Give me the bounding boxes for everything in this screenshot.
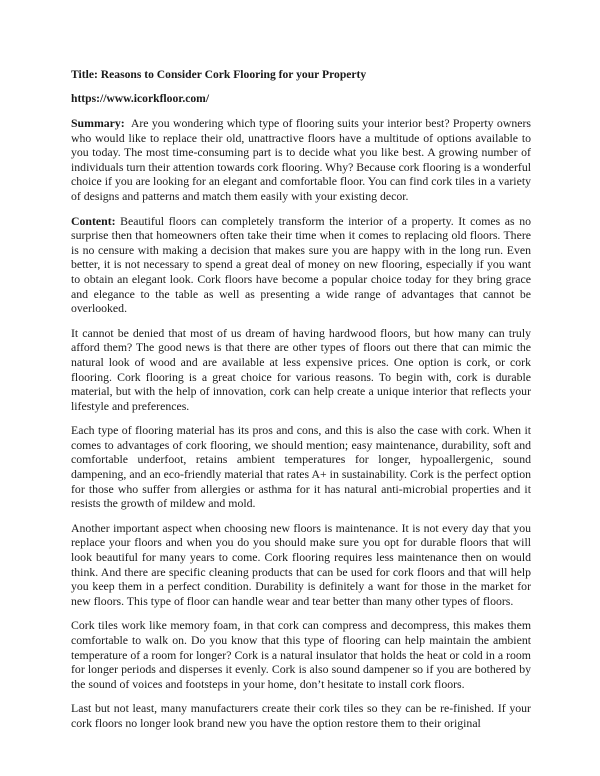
content-text: Beautiful floors can completely transform the interior of a property. It comes as no surprise then that homeowners often take their time when it comes to replacing old floors. There is no censure with making a decision that makes sure you are happy with in the long run. Even better, it is not necessary to spend a great deal of money on new flooring, especially if you want to obtain an elegant look. Cork floors have become a popular choice today for they bring grace and elegance to the table as well as presenting a wide range of advantages that cannot be overlooked. xyxy=(71,213,531,316)
body-paragraph: Another important aspect when choosing new floors is maintenance. It is not every day that you replace your floors and when you do you should make sure you opt for durable floors that will look beautiful for many years to come. Cork flooring requires less maintenance then on would think. And there are specific cleaning products that can be used for cork floors and that will help you keep them in a perfect condition. Durability is definitely a want for those in the market for new floors. This type of floor can handle wear and tear better than many other types of floors. xyxy=(71,520,531,608)
content-paragraph xyxy=(71,214,531,316)
body-paragraph: Each type of flooring material has its pros and cons, and this is also the case with cork. When it comes to advantages of cork flooring, we should mention; easy maintenance, durability, soft and comfortable underfoot, retains ambient temperatures for longer, hypoallergenic, sound dampening, and an eco-friendly material that rates A+ in sustainability. Cork is the perfect option for those who suffer from allergies or asthma for it has natural anti-microbial properties and it resists the growth of mildew and mold. xyxy=(71,423,531,511)
body-paragraph: Cork tiles work like memory foam, in that cork can compress and decompress, this makes them comfortable to walk on. Do you know that this type of flooring can help maintain the ambient temperature of a room for longer? Cork is a natural insulator that holds the heat or cold in a room for longer periods and disperses it evenly. Cork is also sound dampener so if you are bothered by the sound of voices and footsteps in your home, don’t hesitate to install cork floors. xyxy=(71,618,531,691)
body-paragraph: It cannot be denied that most of us dream of having hardwood floors, but how many can truly afford them? The good news is that there are other types of floors out there that can mimic the natural look of wood and are available at less expensive prices. One option is cork, or cork flooring. Cork flooring is a great choice for various reasons. To begin with, cork is durable material, but with the help of innovation, cork can help create a unique interior that reflects your lifestyle and preferences. xyxy=(71,325,531,413)
title-label: Title: xyxy=(71,68,98,81)
document-title xyxy=(71,68,531,82)
summary-paragraph xyxy=(71,116,531,204)
title-text: Reasons to Consider Cork Flooring for your Property xyxy=(100,68,367,81)
summary-text: Are you wondering which type of flooring suits your interior best? Property owners who would like to replace their old, unattractive floors have a multitude of options available to you today. The most time-consuming part is to decide what you like best. A growing number of individuals turn their attention towards cork flooring. Why? Because cork flooring is a wonderful choice if you are looking for an elegant and comfortable floor. You can find cork tiles in a variety of designs and patterns and match them easily with your existing decor. xyxy=(71,116,531,203)
document-url: https://www.icorkfloor.com/ xyxy=(71,92,210,105)
summary-label: Summary: xyxy=(71,116,125,130)
content-label: Content: xyxy=(71,213,116,228)
body-paragraph: Last but not least, many manufacturers create their cork tiles so they can be re-finished. If your cork floors no longer look brand new you have the option restore them to their original xyxy=(71,701,531,730)
